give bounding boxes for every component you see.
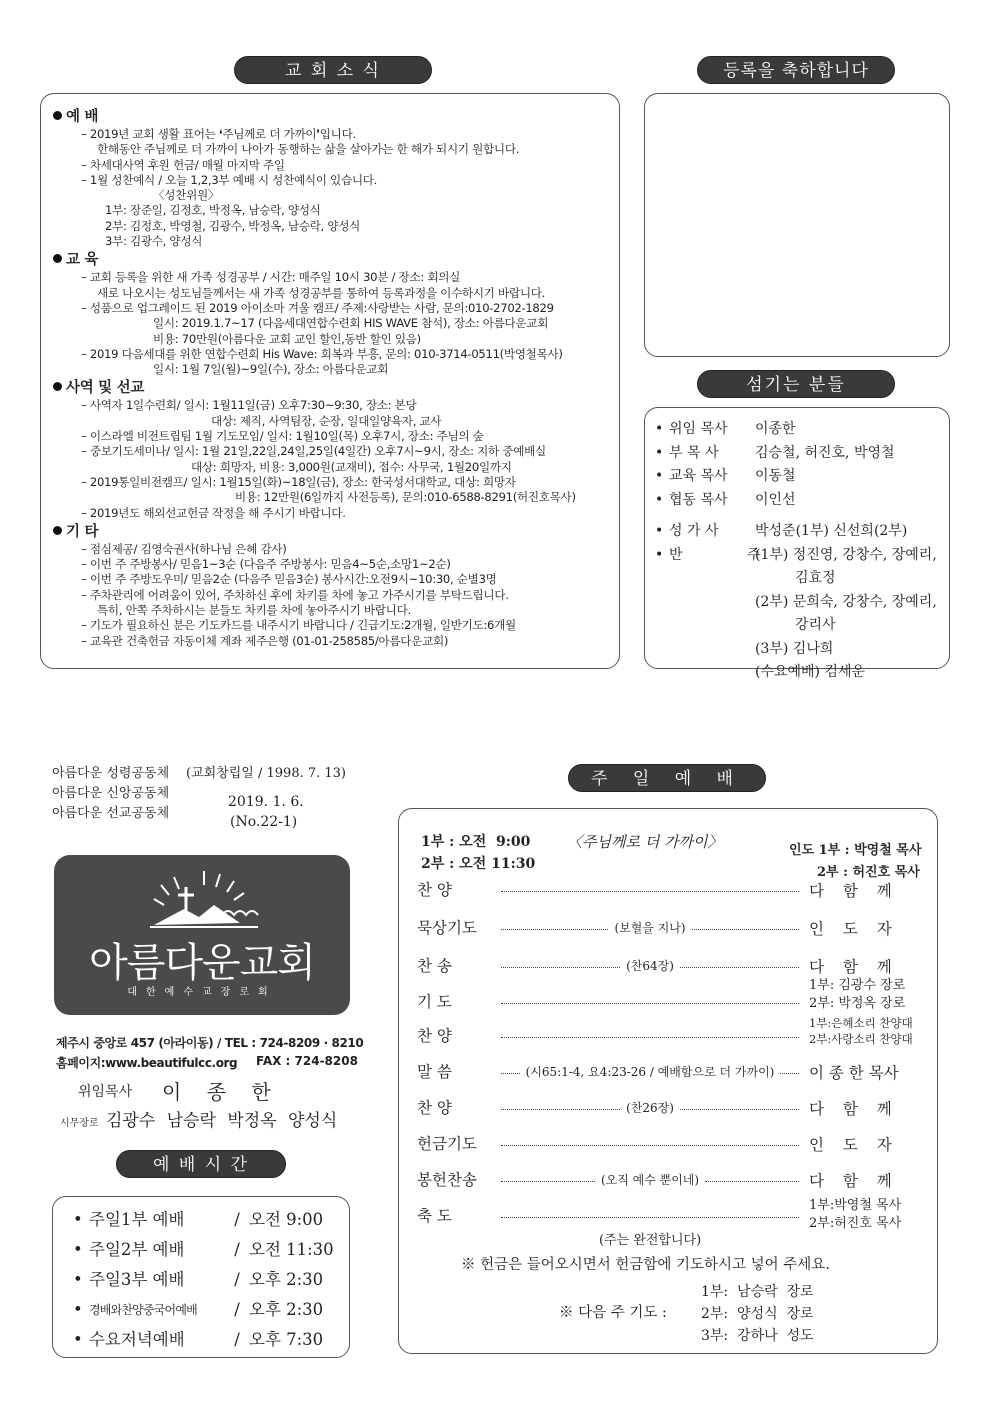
news-line: – 사역자 1일수련회/ 일시: 1월11일(금) 오후7:30~9:30, 장소: 본당 [81,398,417,413]
church-homepage: 홈페이지:www.beautifulcc.org [56,1056,238,1070]
order-row-benediction: 축 도 [417,1201,917,1229]
church-address: 제주시 중앙로 457 (아라이동) / TEL : 724-8209 · 8210 [56,1036,364,1050]
news-line: – 이번 주 주방도우미/ 믿음2순 (다음주 믿음3순) 봉사시간:오전9시~10:30, 순별3명 [81,572,497,587]
bullet-icon [53,526,62,535]
news-box [40,93,620,669]
server-row-accompanist: • 반 주 (1부) 정진영, 강창수, 장예리, [655,546,937,563]
server-row-education: • 교육 목사 이동철 [655,468,796,484]
server-row-accompanist-cont: 강리사 [795,617,836,633]
service-time-row: • 주일3부 예배 / 오후 2:30 [73,1270,324,1289]
order-row-praise: 찬 양 [417,875,917,903]
logo-church-name: 아름다운교회 [89,940,315,986]
order-right: 1부:은혜소리 찬양대 [809,1016,913,1030]
communities: 아름다운 성령공동체 아름다운 신앙공동체 아름다운 선교공동체 [52,766,170,821]
news-line: 특히, 안쪽 주차하시는 분들도 차키를 차에 놓아주시기 바랍니다. [97,603,411,618]
news-mission-heading: 사역 및 선교 [53,379,619,398]
news-line: – 성품으로 업그레이드 된 2019 아이소마 겨울 캠프/ 주제:사랑받는 사람, 문의:010-2702-1829 [81,300,554,315]
order-row-silent-prayer: 묵상기도 (보혈을 지나) [417,913,917,941]
bullet-icon [53,382,62,391]
order-right: 이 종 한 목사 [809,1064,899,1082]
next-prayer-1: 1부: 남승락 장로 [701,1284,814,1300]
news-line: – 이번 주 주방봉사/ 믿음1~3순 (다음주 주방봉사: 믿음4~5순,소망1~2순) [81,557,451,572]
order-right: 인 도 자 [809,1136,892,1154]
founded-date: (교회창립일 / 1998. 7. 13) [186,766,347,781]
news-line: 2부: 김정호, 박영철, 김광수, 박정옥, 남승락, 양성식 [105,218,361,233]
elders-label: 시무장로 [60,1118,99,1129]
server-row-accompanist-3: (3부) 김나희 [755,640,834,657]
news-line: – 이스라엘 비전트립팀 1월 기도모임/ 일시: 1월10일(목) 오후7시, 장소: 주님의 숲 [81,429,484,444]
server-row-accompanist-cont: 김효정 [795,570,836,586]
sunday-service-box [398,808,938,1354]
news-line: – 차세대사역 후원 헌금/ 매월 마지막 주일 [81,157,285,172]
news-line: 3부: 김광수, 양성식 [105,234,203,249]
news-education-heading: 교 육 [53,251,619,270]
server-row-associate: • 부 목 사 김승철, 허진호, 박영철 [655,444,895,461]
news-line: 대상: 희망자, 비용: 3,000원(교재비), 접수: 사무국, 1월20일까지 [191,459,512,474]
order-row-praise-2: 찬 양 (찬26장) [417,1093,917,1121]
service-leader-1: 인도 1부 : 박영철 목사 [789,843,922,858]
pastor-label: 위임목사 [78,1084,133,1100]
bulletin-date: 2019. 1. 6. [228,794,304,810]
news-line: 대상: 제직, 사역팀장, 순장, 일대일양육자, 교사 [211,413,442,428]
logo-denomination: 대한예수교장로회 [127,987,277,998]
order-right: 2부:허진호 목사 [809,1216,902,1231]
sunday-service-header: 주 일 예 배 [568,764,766,792]
server-row-soloist: • 성 가 사 박성준(1부) 신선희(2부) [655,523,908,539]
news-line: – 점심제공/ 김영숙권사(하나님 은혜 감사) [81,541,287,556]
order-right: 1부:박영철 목사 [809,1198,902,1213]
news-line: – 2019통일비전캠프/ 일시: 1월15일(화)~18일(금), 장소: 한국성서대학교, 대상: 희망자 [81,474,516,489]
bullet-icon [53,254,62,263]
server-row-pastor: • 위임 목사 이종한 [655,421,796,437]
order-right: 다 함 께 [809,882,892,900]
bulletin-issue: (No.22-1) [230,814,298,830]
service-leader-2: 2부 : 허진호 목사 [817,865,920,880]
server-row-accompanist-wed: (수요예배) 김세운 [755,664,866,680]
pastor-name: 이 종 한 [162,1080,271,1104]
news-line: – 교육관 건축헌금 자동이체 계좌 제주은행 (01-01-258585/아름다운교회) [81,633,449,648]
news-line: – 2019년 교회 생활 표어는 ❛주님께로 더 가까이❜입니다. [81,127,356,141]
order-right: 1부: 김광수 장로 [809,978,906,993]
server-row-cooperating: • 협동 목사 이인선 [655,491,796,508]
order-row-choir: 찬 양 [417,1021,917,1049]
news-line: 비용: 12만원(6일까지 사전등록), 문의:010-6588-8291(허진호목사) [235,490,576,505]
register-header: 등록을 축하합니다 [697,56,895,84]
church-fax: FAX : 724-8208 [256,1054,358,1068]
service-times-header: 예 배 시 간 [116,1150,286,1178]
server-row-accompanist-2: (2부) 문희숙, 강창수, 장예리, [755,593,937,610]
order-right: 인 도 자 [809,920,892,938]
news-etc-heading: 기 타 [53,523,619,542]
elders-names: 김광수 남승락 박정옥 양성식 [106,1111,338,1131]
cross-sun-mountain-icon [144,865,264,935]
news-line: – 기도가 필요하신 분은 기도카드를 내주시기 바랍니다 / 긴급기도:2개월, 일반기도:6개월 [81,618,516,633]
service-times-box [52,1196,350,1358]
closing-hymn: (주는 완전합니다) [599,1233,702,1248]
service-time-row: • 경배와찬양중국어예배 / 오후 2:30 [73,1300,324,1319]
service-time-1: 1부 : 오전 9:00 [421,834,531,850]
news-line: – 교회 등록을 위한 새 가족 성경공부 / 시간: 매주일 10시 30분 / 장소: 회의실 [81,270,461,285]
news-line: 새로 나오시는 성도님들께서는 새 가족 성경공부를 통하여 등록과정을 이수하시기 바랍니다. [97,285,546,300]
news-line: – 1월 성찬예식 / 오늘 1,2,3부 예배 시 성찬예식이 있습니다. [81,172,378,187]
bullet-icon [53,111,62,120]
order-right: 2부: 박정옥 장로 [809,996,906,1011]
church-logo [54,855,350,1015]
order-row-prayer: 기 도 [417,987,917,1015]
news-header: 교 회 소 식 [234,56,432,84]
order-row-offering-prayer: 헌금기도 [417,1129,917,1157]
order-row-offering-hymn: 봉헌찬송 (오직 예수 뿐이네) [417,1165,917,1193]
news-line: 〈성찬위원〉 [153,188,220,203]
news-worship-heading: 예 배 [53,108,619,127]
order-right: 다 함 께 [809,1100,892,1118]
news-line: – 중보기도세미나/ 일시: 1월 21일,22일,24일,25일(4일간) 오후7시~9시, 장소: 지하 중예배실 [81,444,546,459]
service-time-row: • 수요저녁예배 / 오후 7:30 [73,1330,324,1349]
news-line: – 2019년도 해외선교헌금 작정을 해 주시기 바랍니다. [81,505,346,520]
news-line: – 주차관리에 어려움이 있어, 주차하신 후에 차키를 차에 놓고 가주시기를 부탁드립니다. [81,587,509,602]
register-box [644,93,950,357]
service-time-row: • 주일2부 예배 / 오전 11:30 [73,1240,334,1259]
next-prayer-label: ※ 다음 주 기도 : [559,1305,667,1321]
order-right: 다 함 께 [809,958,892,976]
order-row-hymn: 찬 송 (찬64장) [417,951,917,979]
news-line: 일시: 1월 7일(월)~9일(수), 장소: 아름다운교회 [153,362,389,377]
news-line: 일시: 2019.1.7~17 (다음세대연합수련회 HIS WAVE 참석), 장소: 아름다운교회 [153,316,549,331]
order-right: 다 함 께 [809,1172,892,1190]
news-line: 1부: 장준일, 김정호, 박정옥, 남승락, 양성식 [105,203,321,218]
service-time-2: 2부 : 오전 11:30 [421,856,536,872]
order-row-sermon: 말 씀 (시65:1-4, 요4:23-26 / 예배함으로 더 가까이) [417,1057,917,1085]
servers-box [644,407,950,680]
news-line: 한해동안 주님께로 더 가까이 나아가 동행하는 삶을 살아가는 한 해가 되시기 원합니다. [97,142,520,157]
offering-note: ※ 헌금은 들어오시면서 헌금함에 기도하시고 넣어 주세요. [461,1257,830,1273]
service-theme: 〈주님께로 더 가까이〉 [567,833,723,851]
servers-header: 섬기는 분들 [697,370,895,398]
news-line: – 2019 다음세대를 위한 연합수련회 His Wave: 회복과 부흥, 문의: 010-3714-0511(박영철목사) [81,346,563,361]
service-time-row: • 주일1부 예배 / 오전 9:00 [73,1210,324,1229]
order-right: 2부:사랑소리 찬양대 [809,1032,913,1046]
next-prayer-3: 3부: 강하나 성도 [701,1328,814,1344]
news-line: 비용: 70만원(아름다운 교회 교인 할인,동반 할인 있음) [153,331,421,346]
next-prayer-2: 2부: 양성식 장로 [701,1306,814,1322]
